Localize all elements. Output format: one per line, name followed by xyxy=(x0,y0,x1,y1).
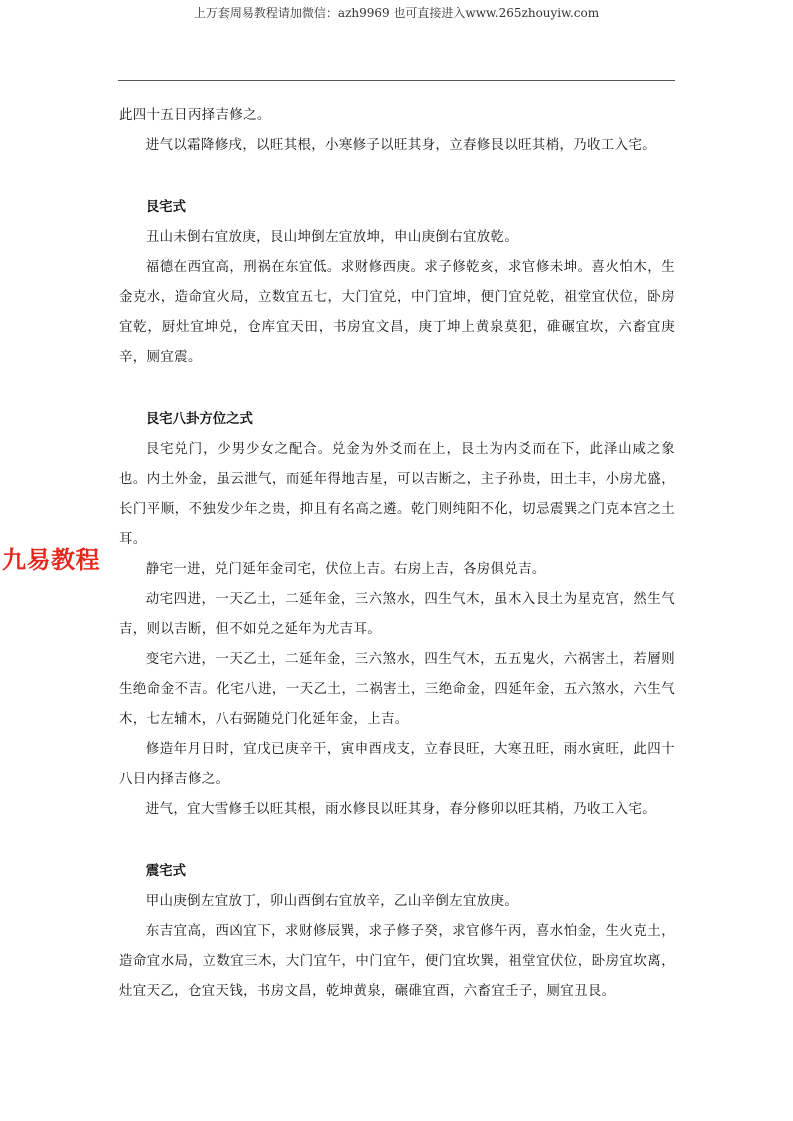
section-title-gen-house: 艮宅式 xyxy=(145,200,186,215)
paragraph: 甲山庚倒左宜放丁，卯山酉倒右宜放辛，乙山辛倒左宜放庚。 xyxy=(145,894,519,909)
paragraph: 东吉宜高，西凶宜下，求财修辰巽，求子修子癸，求官修午丙，喜水怕金，生火克土，造命宜水局，立数宜三木，大门宜午，中门宜午，便门宜坎巽，祖堂宜伏位，卧房宜坎离，灶宜天乙，仓宜天钱，书房文昌，乾坤黄泉，碾碓宜酉，六畜宜壬子，厕宜丑艮。 xyxy=(119,924,675,999)
paragraph: 丑山未倒右宜放庚，艮山坤倒左宜放坤，申山庚倒右宜放乾。 xyxy=(145,230,519,245)
paragraph: 进气以霜降修戌，以旺其根，小寒修子以旺其身，立春修艮以旺其梢，乃收工入宅。 xyxy=(145,138,657,153)
paragraph: 福德在西宜高，刑祸在东宜低。求财修西庚。求子修乾亥，求官修未坤。喜火怕木，生金克水，造命宜火局，立数宜五七，大门宜兑，中门宜坤，便门宜兑乾，祖堂宜伏位，卧房宜乾，厨灶宜坤兑，仓库宜天田，书房宜文昌，庚丁坤上黄泉莫犯，碓碾宜坎，六畜宜庚辛，厕宜震。 xyxy=(119,260,675,365)
paragraph: 艮宅兑门，少男少女之配合。兑金为外爻而在上，艮土为内爻而在下，此泽山咸之象也。内土外金，虽云泄气，而延年得地吉星，可以吉断之，主子孙贵，田土丰，小房尤盛，长门平顺，不独发少年之贵，抑且有名高之遴。乾门则纯阳不化，切忌震巽之门克本宫之土耳。 xyxy=(119,442,675,547)
page-header: 上万套周易教程请加微信：azh9969 也可直接进入www.265zhouyiw.com xyxy=(193,6,600,20)
paragraph: 变宅六进，一天乙土，二延年金，三六煞水，四生气木，五五鬼火，六祸害土，若層则生绝命金不吉。化宅八进，一天乙土，二祸害土，三绝命金，四延年金，五六煞水，六生气木，七左辅木，八右弼随兑门化延年金，上吉。 xyxy=(119,652,675,727)
paragraph: 静宅一进，兑门延年金司宅，伏位上吉。右房上吉，各房俱兑吉。 xyxy=(145,562,546,577)
paragraph: 修造年月日时，宜戊已庚辛干，寅申酉戌支，立春艮旺，大寒丑旺，雨水寅旺，此四十八日内择吉修之。 xyxy=(119,742,675,787)
paragraph: 动宅四进，一天乙土，二延年金，三六煞水，四生气木，虽木入艮土为星克宫，然生气吉，则以吉断，但不如兑之延年为尤吉耳。 xyxy=(119,592,675,637)
section-title-zhen-house: 震宅式 xyxy=(145,864,186,879)
document-body xyxy=(119,101,675,1007)
paragraph: 进气，宜大雪修壬以旺其根，雨水修艮以旺其身，春分修卯以旺其梢，乃收工入宅。 xyxy=(145,802,657,817)
section-title-gen-house-bagua: 艮宅八卦方位之式 xyxy=(145,412,253,427)
header-divider xyxy=(118,80,675,81)
paragraph: 此四十五日丙择吉修之。 xyxy=(119,108,271,123)
watermark-logo: 九易教程 xyxy=(2,546,100,574)
